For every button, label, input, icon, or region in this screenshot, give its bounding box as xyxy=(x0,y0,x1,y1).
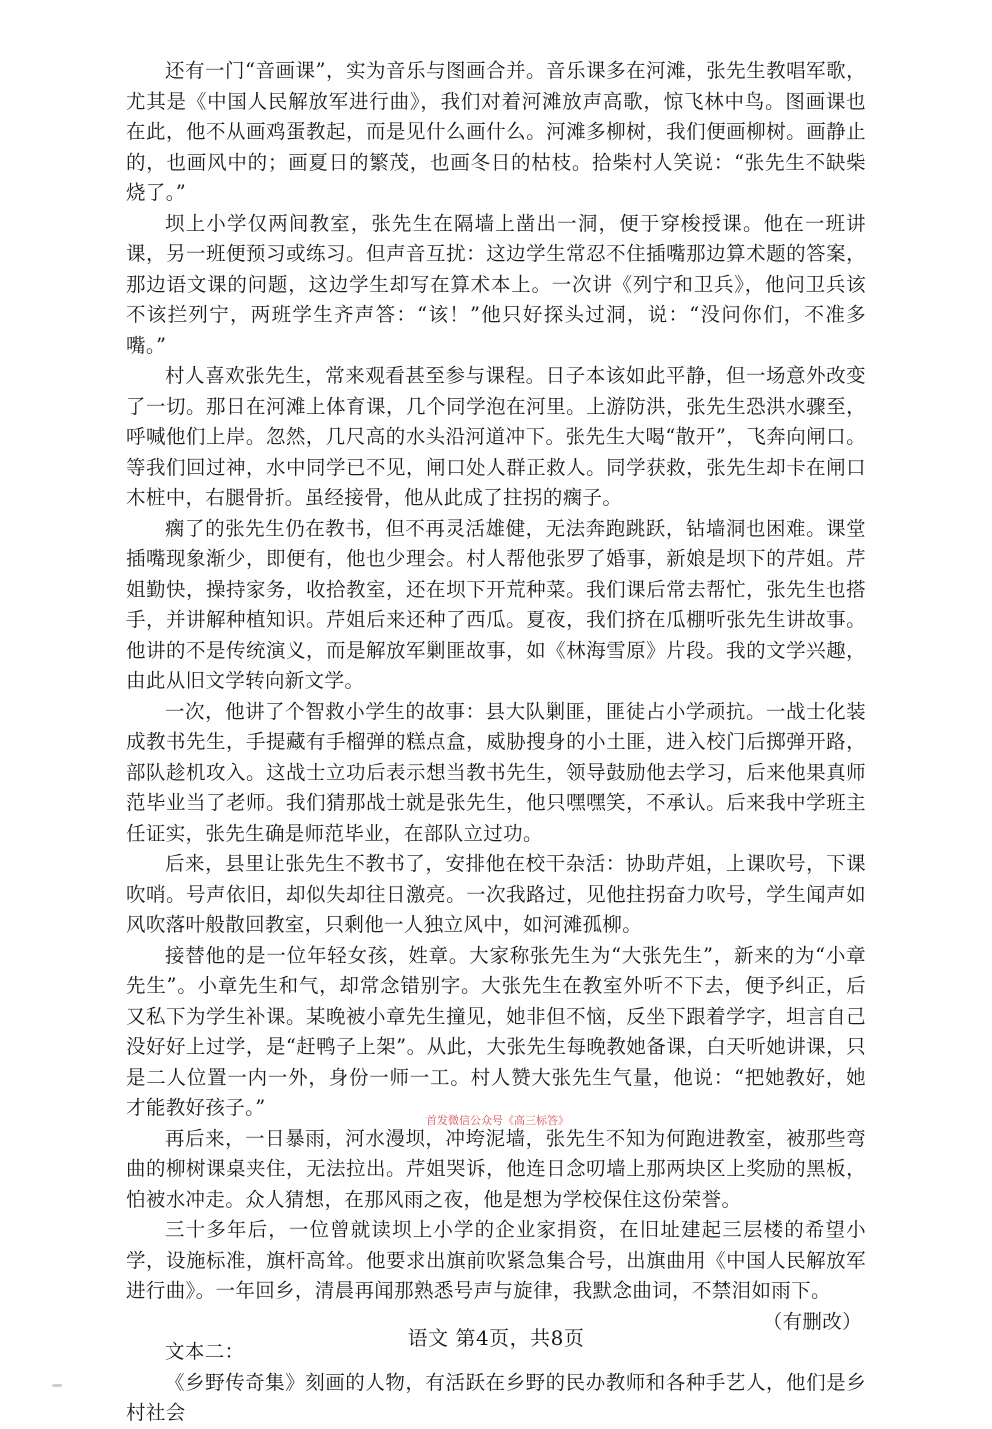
source-note: （有删改） xyxy=(762,1309,862,1333)
paragraph-soldier-story: 一次，他讲了个智救小学生的故事：县大队剿匪，匪徒占小学顽抗。一战士化装成教书先生，手提藏有手榴弹的糕点盒，威胁搜身的小土匪，进入校门后掷弹开路，部队趁机攻入。这战士立功后表示想当教书先生，领导鼓励他去学习，后来他果真师范毕业当了老师。我们猜那战士就是张先生，他只嘿嘿笑，不承认。后来我中学班主任证实，张先生确是师范毕业，在部队立过功。 xyxy=(126,699,866,845)
paragraph-bugle-duty: 后来，县里让张先生不教书了，安排他在校干杂活：协助芹姐，上课吹号，下课吹哨。号声依旧，却似失却往日激亮。一次我路过，见他拄拐奋力吹号，学生闻声如风吹落叶般散回教室，只剩他一人独立风中，如河滩孤柳。 xyxy=(126,852,866,936)
paragraph-flood-accident: 村人喜欢张先生，常来观看甚至参与课程。日子本该如此平静，但一场意外改变了一切。那日在河滩上体育课，几个同学泡在河里。上游防洪，张先生恐洪水骤至，呼喊他们上岸。忽然，几尺高的水头沿河道冲下。张先生大喝“散开”，飞奔向闸口。等我们回过神，水中同学已不见，闸口处人群正救人。同学获救，张先生却卡在闸口木桩中，右腿骨折。虽经接骨，他从此成了拄拐的瘸子。 xyxy=(126,364,866,509)
paragraph-text2-intro: 《乡野传奇集》刻画的人物，有活跃在乡野的民办教师和各种手艺人，他们是乡村社会 xyxy=(126,1370,866,1424)
page-footer: 语文 第4页，共8页 xyxy=(407,1326,585,1350)
scan-speck xyxy=(52,1384,62,1387)
paragraph-music-art-class: 还有一门“音画课”，实为音乐与图画合并。音乐课多在河滩，张先生教唱军歌，尤其是《中国人民解放军进行曲》，我们对着河滩放声高歌，惊飞林中鸟。图画课也在此，他不从画鸡蛋教起，而是见什么画什么。河滩多柳树，我们便画柳树。画静止的，也画风中的；画夏日的繁茂，也画冬日的枯枝。拾柴村人笑说：“张先生不缺柴烧了。” xyxy=(126,59,866,204)
watermark: 首发微信公众号《高三标答》 xyxy=(426,1114,569,1127)
paragraph-rainstorm: 再后来，一日暴雨，河水漫坝，冲垮泥墙，张先生不知为何跑进教室，被那些弯曲的柳树课桌夹住，无法拉出。芹姐哭诉，他连日念叨墙上那两块区上奖励的黑板，怕被水冲走。众人猜想，在那风雨之夜，他是想为学校保住这份荣誉。 xyxy=(126,1126,866,1211)
paragraph-thirty-years-later: 三十多年后，一位曾就读坝上小学的企业家捐资，在旧址建起三层楼的希望小学，设施标准，旗杆高耸。他要求出旗前吹紧急集合号，出旗曲用《中国人民解放军进行曲》。一年回乡，清晨再闻那熟悉号声与旋律，我默念曲词，不禁泪如雨下。 xyxy=(126,1218,866,1302)
reading-passage xyxy=(126,56,866,1429)
paragraph-lame-teacher: 瘸了的张先生仍在教书，但不再灵活雄健，无法奔跑跳跃，钻墙洞也困难。课堂插嘴现象渐少，即便有，他也少理会。村人帮他张罗了婚事，新娘是坝下的芹姐。芹姐勤快，操持家务，收拾教室，还在坝下开荒种菜。我们课后常去帮忙，张先生也搭手，并讲解种植知识。芹姐后来还种了西瓜。夏夜，我们挤在瓜棚听张先生讲故事。他讲的不是传统演义，而是解放军剿匪故事，如《林海雪原》片段。我的文学兴趣，由此从旧文学转向新文学。 xyxy=(126,516,866,692)
text2-heading: 文本二： xyxy=(165,1340,245,1363)
paragraph-new-teacher: 接替他的是一位年轻女孩，姓章。大家称张先生为“大张先生”，新来的为“小章先生”。小章先生和气，却常念错别字。大张先生在教室外听不下去，便予纠正，后又私下为学生补课。某晚被小章先生撞见，她非但不恼，反坐下跟着学字，坦言自己没好好上过学，是“赶鸭子上架”。从此，大张先生每晚教她备课，白天听她讲课，只是二人位置一内一外，身份一师一工。村人赞大张先生气量，他说：“把她教好，她才能教好孩子。” xyxy=(126,943,866,1119)
paragraph-two-classrooms: 坝上小学仅两间教室，张先生在隔墙上凿出一洞，便于穿梭授课。他在一班讲课，另一班便预习或练习。但声音互扰：这边学生常忍不住插嘴那边算术题的答案，那边语文课的问题，这边学生却写在算术本上。一次讲《列宁和卫兵》，他问卫兵该不该拦列宁，两班学生齐声答：“该！”他只好探头过洞，说：“没问你们，不准多嘴。” xyxy=(126,211,866,357)
